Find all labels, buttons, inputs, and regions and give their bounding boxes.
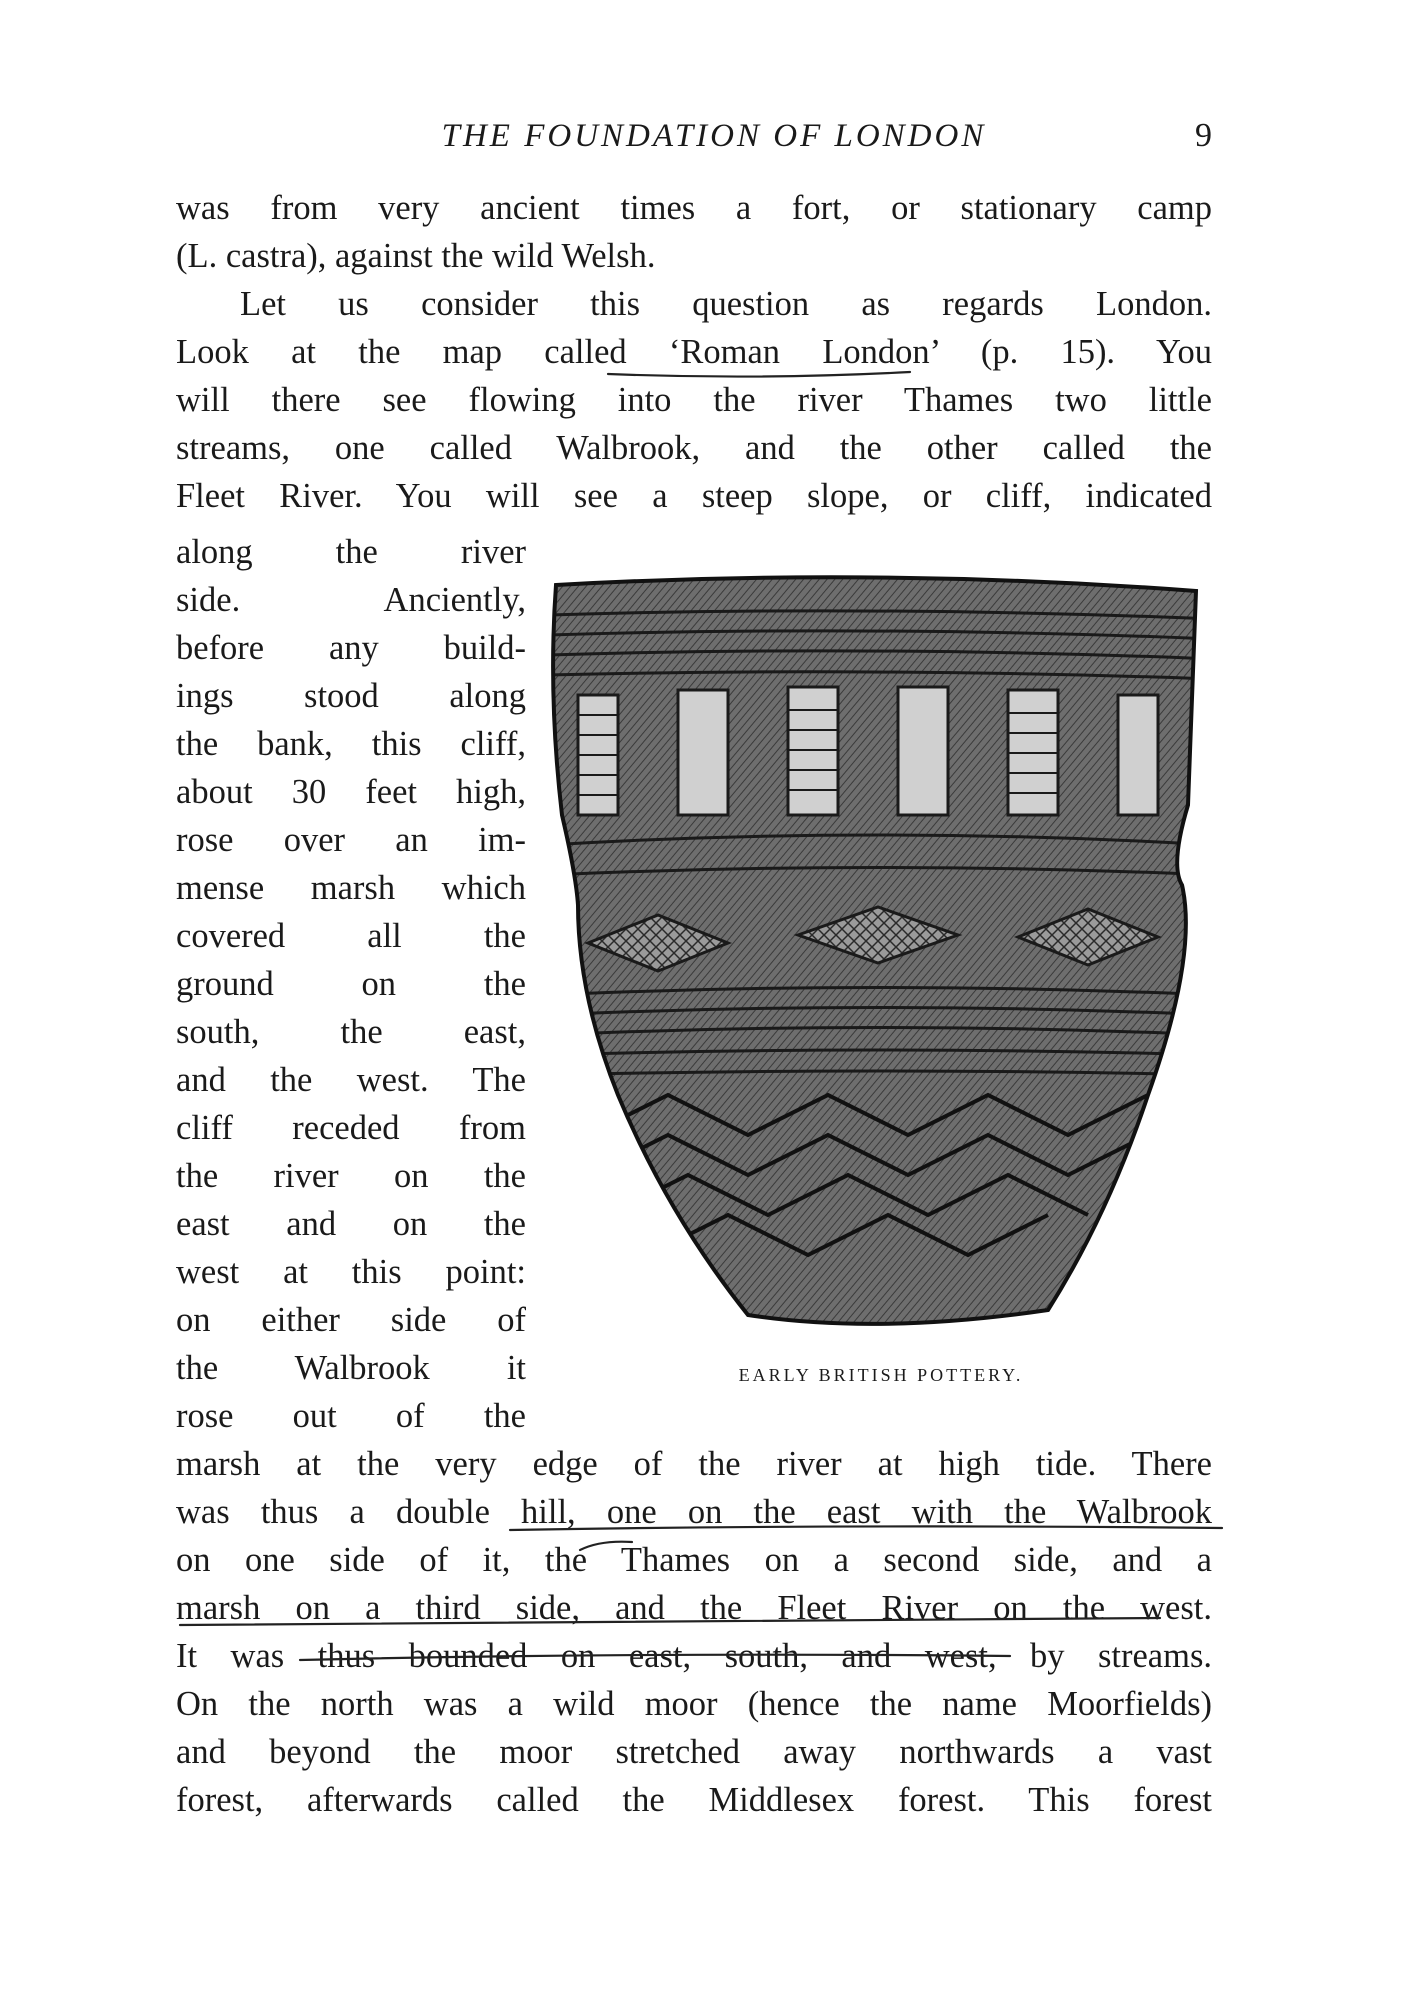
- text-line-narrow: on either side of: [176, 1301, 526, 1339]
- text-line-narrow: south, the east,: [176, 1013, 526, 1051]
- text-line: marsh on a third side, and the Fleet River on the west.: [176, 1589, 1212, 1627]
- text-line: marsh at the very edge of the river at high tide. There: [176, 1445, 1212, 1483]
- text-line: was from very ancient times a fort, or stationary camp: [176, 189, 1212, 227]
- text-line-narrow: the Walbrook it: [176, 1349, 526, 1387]
- running-head: [176, 113, 1212, 159]
- text-line-narrow: rose out of the: [176, 1397, 526, 1435]
- text-line-narrow: along the river: [176, 533, 526, 571]
- text-line: streams, one called Walbrook, and the other called the: [176, 429, 1212, 467]
- text-line-narrow: the bank, this cliff,: [176, 725, 526, 763]
- text-line-narrow: the river on the: [176, 1157, 526, 1195]
- text-line: and beyond the moor stretched away northwards a vast: [176, 1733, 1212, 1771]
- text-line-narrow: side. Anciently,: [176, 581, 526, 619]
- text-line-narrow: ground on the: [176, 965, 526, 1003]
- text-line: was thus a double hill, one on the east with the Walbrook: [176, 1493, 1212, 1531]
- text-line-narrow: rose over an im-: [176, 821, 526, 859]
- text-line: It was thus bounded on east, south, and west, by streams.: [176, 1637, 1212, 1675]
- text-line: On the north was a wild moor (hence the name Moorfields): [176, 1685, 1212, 1723]
- text-line: Fleet River. You will see a steep slope, or cliff, indicated: [176, 477, 1212, 515]
- text-line-narrow: and the west. The: [176, 1061, 526, 1099]
- text-line: will there see flowing into the river Thames two little: [176, 381, 1212, 419]
- text-line-narrow: ings stood along: [176, 677, 526, 715]
- text-line: on one side of it, the Thames on a second side, and a: [176, 1541, 1212, 1579]
- pottery-figure: [548, 575, 1214, 1385]
- running-title: THE FOUNDATION OF LONDON: [441, 118, 987, 154]
- text-line-narrow: west at this point:: [176, 1253, 526, 1291]
- text-line-narrow: about 30 feet high,: [176, 773, 526, 811]
- text-line-narrow: covered all the: [176, 917, 526, 955]
- page-number: 9: [1195, 117, 1212, 154]
- pottery-illustration: [548, 575, 1214, 1355]
- figure-caption: EARLY BRITISH POTTERY.: [738, 1365, 1024, 1385]
- text-line-narrow: before any build-: [176, 629, 526, 667]
- text-line-narrow: mense marsh which: [176, 869, 526, 907]
- text-line: (L. castra), against the wild Welsh.: [176, 237, 656, 275]
- text-line-narrow: east and on the: [176, 1205, 526, 1243]
- text-line-narrow: cliff receded from: [176, 1109, 526, 1147]
- text-line: Look at the map called ‘Roman London’ (p. 15). You: [176, 333, 1212, 371]
- text-line: forest, afterwards called the Middlesex forest. This forest: [176, 1781, 1212, 1819]
- text-line: Let us consider this question as regards London.: [240, 285, 1212, 323]
